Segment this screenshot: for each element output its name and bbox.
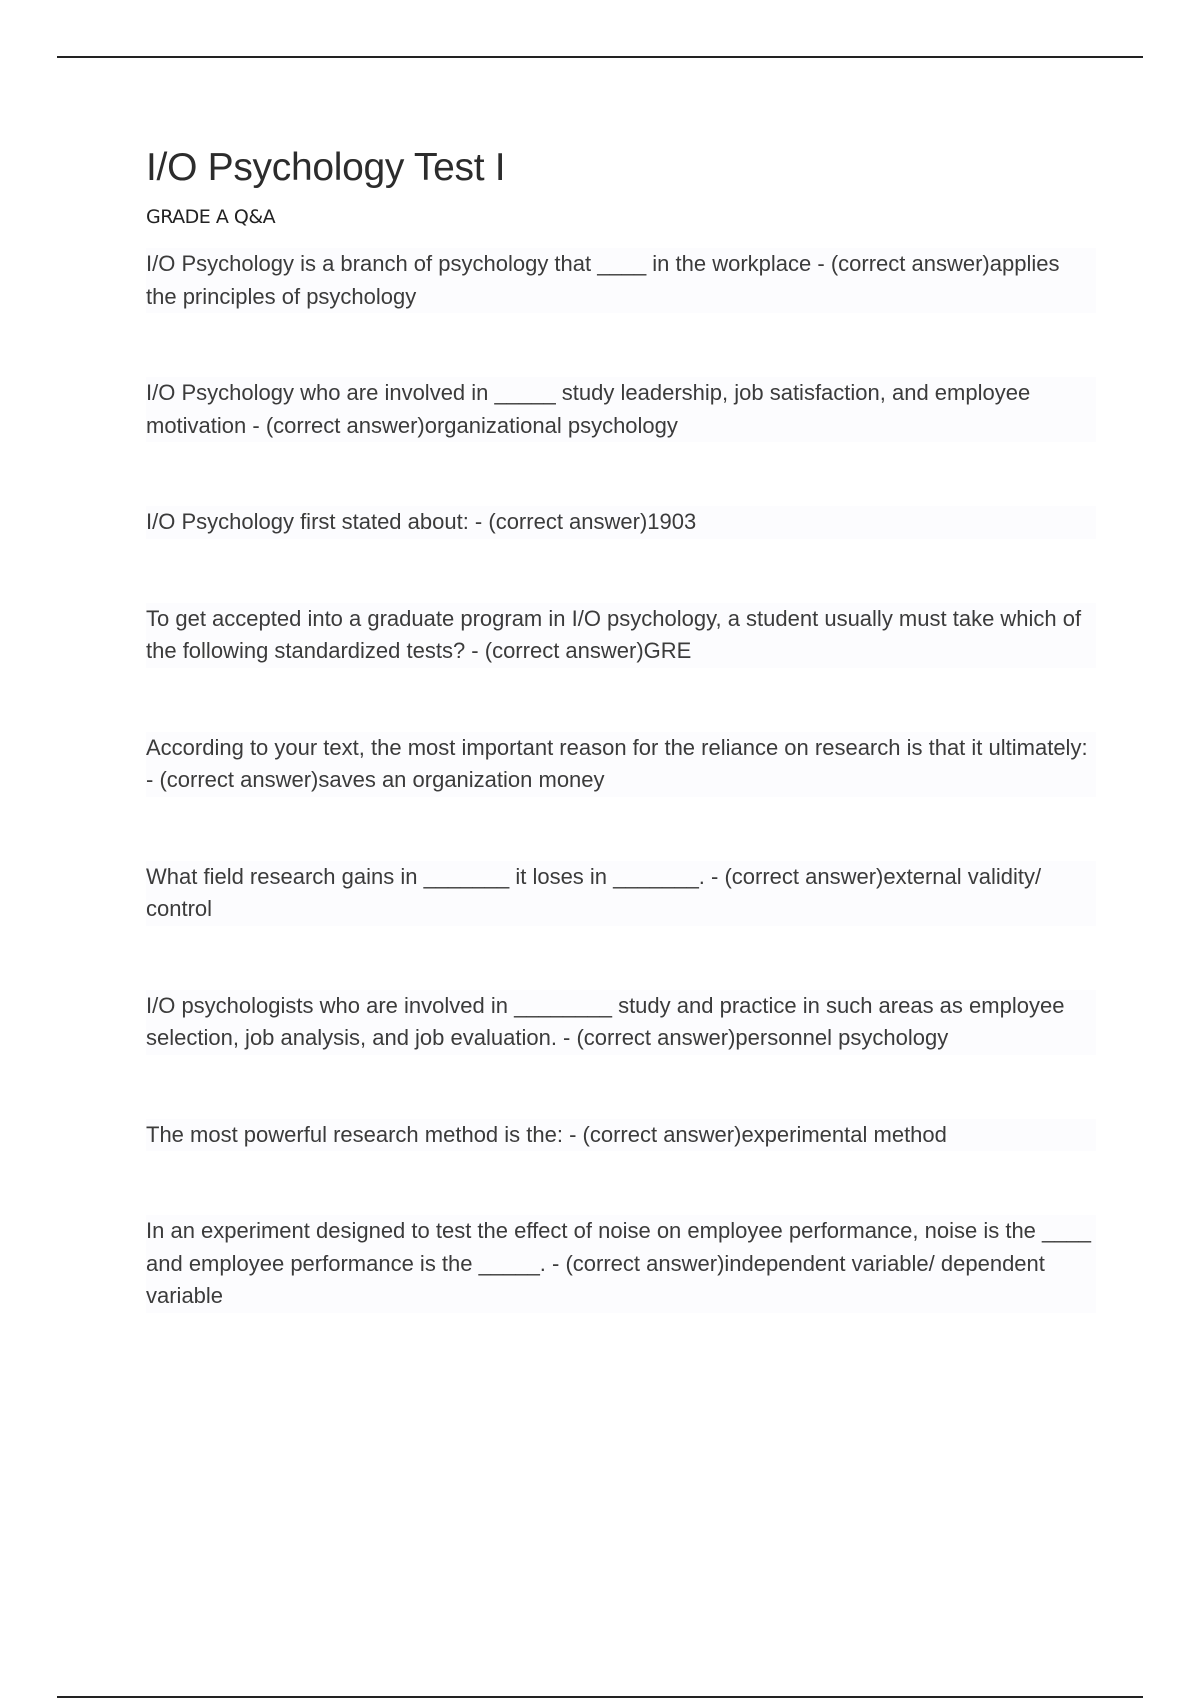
top-rule	[57, 56, 1143, 58]
qa-item: To get accepted into a graduate program in I/O psychology, a student usually must take which of the following standardized tests? - (correct answer)GRE	[146, 603, 1096, 668]
qa-list	[146, 248, 1096, 1313]
qa-item: In an experiment designed to test the effect of noise on employee performance, noise is the ____ and employee performance is the _____. - (correct answer)independent variable/ dependent variable	[146, 1215, 1096, 1313]
qa-item: I/O Psychology is a branch of psychology that ____ in the workplace - (correct answer)applies the principles of psychology	[146, 248, 1096, 313]
document-title: I/O Psychology Test I	[146, 146, 506, 189]
qa-item: I/O Psychology who are involved in _____ study leadership, job satisfaction, and employee motivation - (correct answer)organizational psychology	[146, 377, 1096, 442]
document-body	[146, 142, 1096, 1377]
qa-item: I/O psychologists who are involved in ________ study and practice in such areas as employee selection, job analysis, and job evaluation. - (correct answer)personnel psychology	[146, 990, 1096, 1055]
qa-item: The most powerful research method is the: - (correct answer)experimental method	[146, 1119, 1096, 1152]
qa-item: I/O Psychology first stated about: - (correct answer)1903	[146, 506, 1096, 539]
qa-item: According to your text, the most important reason for the reliance on research is that it ultimately: - (correct answer)saves an organization money	[146, 732, 1096, 797]
qa-item: What field research gains in _______ it loses in _______. - (correct answer)external validity/ control	[146, 861, 1096, 926]
bottom-rule	[57, 1696, 1143, 1698]
document-subtitle: GRADE A Q&A	[146, 206, 276, 228]
